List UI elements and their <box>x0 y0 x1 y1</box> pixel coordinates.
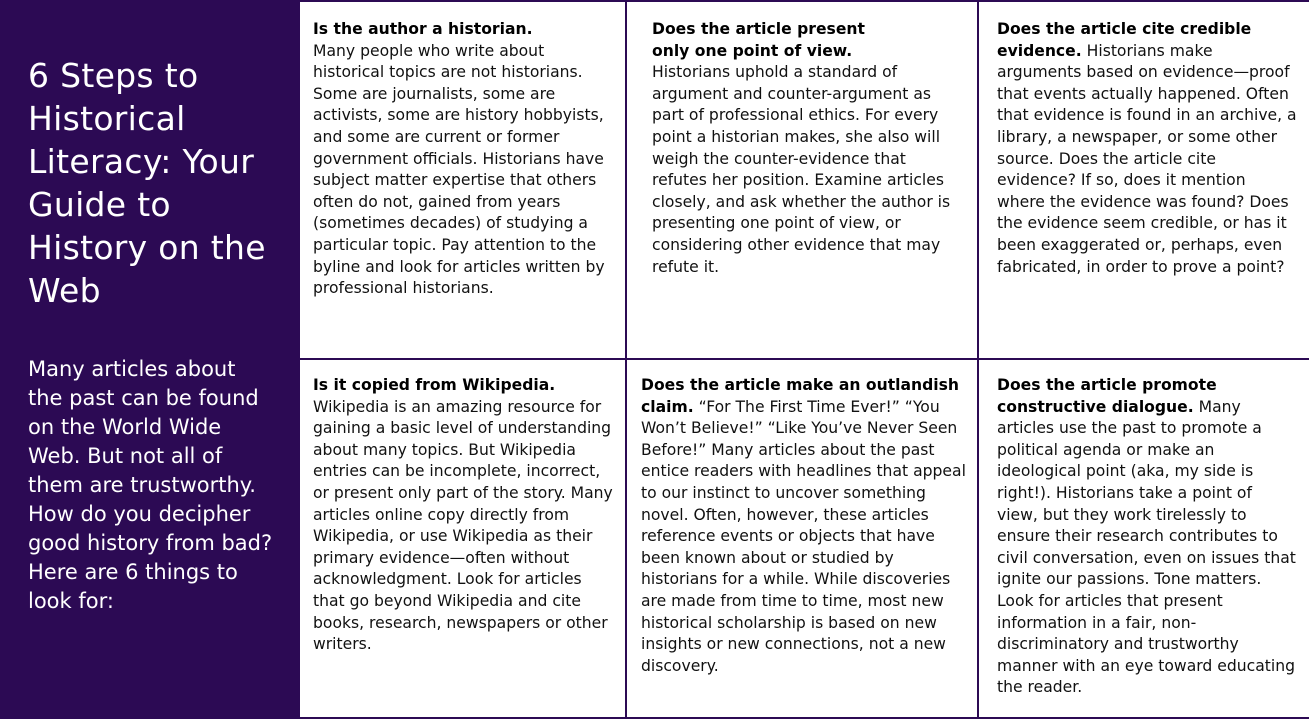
step-heading: Does the article promote constructive dialogue. <box>997 376 1217 416</box>
step-text <box>997 375 1297 699</box>
step-text <box>652 19 952 278</box>
step-body: Historians make arguments based on evidence—proof that events actually happened. Often that evidence is found in an archive, a library, a newspaper, or some other source. Does the article cite evidence? If so, does it mention where the evidence was found? Does the evidence seem credible, or has it been exaggerated or, perhaps, even fabricated, in order to prove a point? <box>997 41 1297 276</box>
step-text <box>313 19 613 300</box>
step-heading: Is it copied from Wikipedia. <box>313 376 556 394</box>
step-body: Wikipedia is an amazing resource for gaining a basic level of understanding about many topics. But Wikipedia entries can be incomplete, incorrect, or present only part of the story. Many articles online copy directly from Wikipedia, or use Wikipedia as their primary evidence—often without acknowledgment. Look for articles that go beyond Wikipedia and cite books, research, newspapers or other writers. <box>313 397 613 654</box>
step-text <box>313 375 618 656</box>
step-cell-evidence <box>977 0 1309 360</box>
step-heading: Is the author a historian. <box>313 20 533 38</box>
step-text <box>997 19 1297 278</box>
intro-text: Many articles about the past can be found on the World Wide Web. But not all of them are trustworthy. How do you decipher good history from bad? Here are 6 things to look for: <box>28 357 273 613</box>
step-heading: Does the article cite credible evidence. <box>997 20 1252 60</box>
step-heading: Does the article present only one point of view. <box>652 20 865 60</box>
page-title: 6 Steps to Historical Literacy: Your Guide to History on the Web <box>28 56 266 310</box>
step-body: Historians uphold a standard of argument and counter-argument as part of professional ethics. For every point a historian makes, she also will weigh the counter-evidence that refutes her position. Examine articles closely, and ask whether the author is presenting one point of view, or considering other evidence that may refute it. <box>652 63 951 276</box>
step-body: Many people who write about historical topics are not historians. Some are journalists, some are activists, some are history hobbyists, and some are current or former government officials. Historians have subject matter expertise that others often do not, gained from years (sometimes decades) of studying a particular topic. Pay attention to the byline and look for articles written by professional historians. <box>313 41 605 298</box>
step-cell-outlandish-claim <box>625 358 977 719</box>
step-cell-point-of-view <box>625 0 977 360</box>
step-body: “For The First Time Ever!” “You Won’t Believe!” “Like You’ve Never Seen Before!” Many articles about the past entice readers with headlines that appeal to our instinct to uncover something novel. Often, however, these articles reference events or objects that have been known about or studied by historians for a while. While discoveries are made from time to time, most new historical scholarship is based on new insights or new connections, not a new discovery. <box>641 397 966 675</box>
step-heading: Does the article make an outlandish claim. <box>641 376 960 416</box>
steps-grid <box>298 0 1309 719</box>
step-body: Many articles use the past to promote a political agenda or make an ideological point (aka, my side is right!). Historians take a point of view, but they work tirelessly to ensure their research contributes to civil conversation, even on issues that ignite our passions. Tone matters. Look for articles that present information in a fair, non-discriminatory and trustworthy manner with an eye toward educating the reader. <box>997 397 1296 697</box>
sidebar-panel <box>0 0 298 719</box>
step-cell-dialogue <box>977 358 1309 719</box>
step-text <box>641 375 966 677</box>
step-cell-author <box>298 0 625 360</box>
step-cell-wikipedia <box>298 358 625 719</box>
